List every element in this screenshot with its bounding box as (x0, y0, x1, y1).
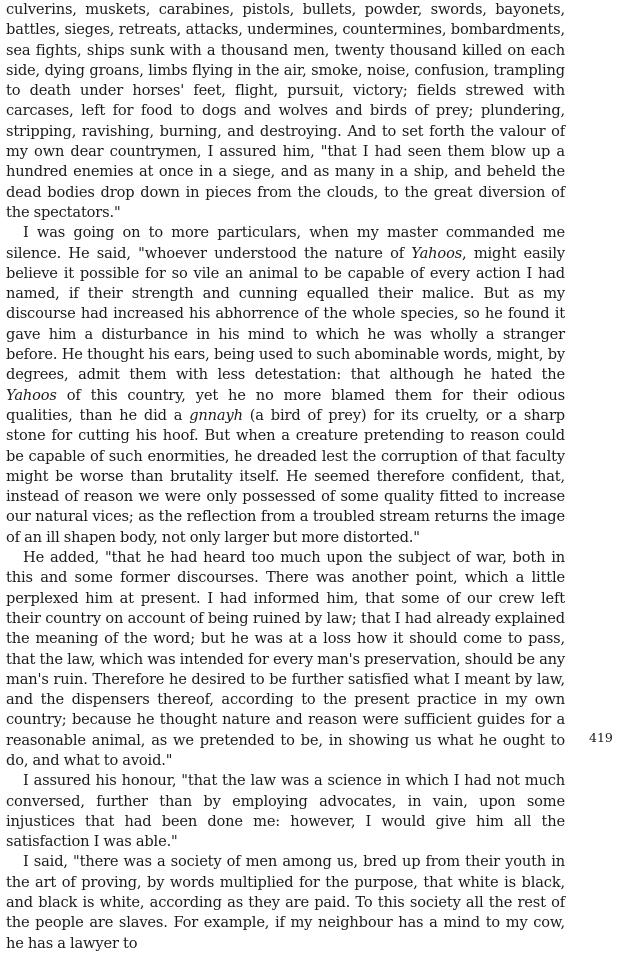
text-segment: of this country, yet he no more blamed them for their odious qualities, than he did a (6, 386, 565, 424)
text-segment: He added, "that he had heard too much upon the subject of war, both in this and some former discourses. There was another point, which a little perplexed him at present. I had informed him, that some of our crew left their country on account of being ruined by law; that I had already explained the meaning of the word; but he was at a loss how it should come to pass, that the law, which was intended for every man's preservation, should be any man's ruin. Therefore he desired to be further satisfied what I meant by law, and the dispensers thereof, according to the present practice in my own country; because he thought nature and reason were sufficient guides for a reasonable animal, as we pretended to be, in showing us what he ought to do, and what to avoid." (6, 549, 565, 769)
paragraph-3 (6, 548, 565, 771)
text-segment: I assured his honour, "that the law was a science in which I had not much conversed, further than by employing advocates, in vain, upon some injustices that had been done me: however, I would give him all the satisfaction I was able." (6, 772, 565, 851)
text-segment: (a bird of prey) for its cruelty, or a sharp stone for cutting his hoof. But when a creature pretending to reason could be capable of such enormities, he dreaded lest the corruption of that faculty might be worse than brutality itself. He seemed therefore confident, that, instead of reason we were only possessed of some quality fitted to increase our natural vices; as the reflection from a troubled stream returns the image of an ill shapen body, not only larger but more distorted." (6, 406, 565, 546)
paragraph-1 (6, 0, 565, 223)
page-body (6, 0, 565, 954)
text-segment: I said, "there was a society of men among us, bred up from their youth in the art of proving, by words multiplied for the purpose, that white is black, and black is white, according as they are paid. To this society all the rest of the people are slaves. For example, if my neighbour has a mind to my cow, he has a lawyer to (6, 853, 565, 952)
text-segment: culverins, muskets, carabines, pistols, bullets, powder, swords, bayonets, battles, sieges, retreats, attacks, undermines, countermines, bombardments, sea fights, ships sunk with a thousand men, twenty thousand killed on each side, dying groans, limbs flying in the air, smoke, noise, confusion, trampling to death under horses' feet, flight, pursuit, victory; fields strewed with carcases, left for food to dogs and wolves and birds of prey; plundering, stripping, ravishing, burning, and destroying. And to set forth the valour of my own dear countrymen, I assured him, "that I had seen them blow up a hundred enemies at once in a siege, and as many in a ship, and beheld the dead bodies drop down in pieces from the clouds, to the great diversion of the spectators." (6, 1, 565, 221)
text-segment: , might easily believe it possible for so vile an animal to be capable of every action I had named, if their strength and cunning equalled their malice. But as my discourse had increased his abhorrence of the whole species, so he found it gave him a disturbance in his mind to which he was wholly a stranger before. He thought his ears, being used to such abominable words, might, by degrees, admit them with less detestation: that although he hated the (6, 244, 566, 384)
italic-term: Yahoos (6, 386, 57, 404)
page-number: 419 (589, 730, 613, 745)
paragraph-2 (6, 223, 565, 548)
italic-term: Yahoos (411, 244, 463, 262)
paragraph-5 (6, 852, 565, 953)
paragraph-4 (6, 771, 565, 852)
text-segment: I was going on to more particulars, when my master commanded me silence. He said, "whoever understood the nature of (6, 224, 565, 262)
italic-term: gnnayh (189, 406, 243, 424)
